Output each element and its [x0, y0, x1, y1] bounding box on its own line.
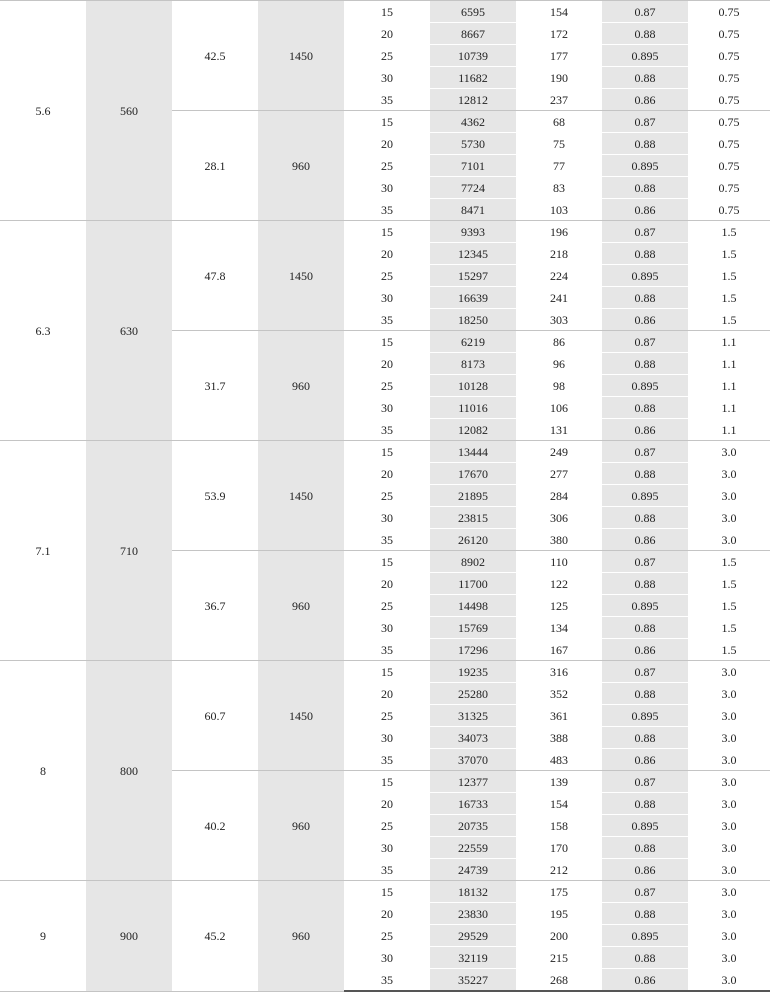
col-4-cell: 5730 — [430, 133, 516, 155]
col-7-cell: 3.0 — [688, 947, 770, 969]
col-5-cell: 303 — [516, 309, 602, 331]
col-4-cell: 21895 — [430, 485, 516, 507]
col-5-cell: 75 — [516, 133, 602, 155]
col-6-cell: 0.87 — [602, 221, 688, 243]
col-3-cell: 20 — [344, 793, 430, 815]
col-7-cell: 0.75 — [688, 89, 770, 111]
col-6-cell: 0.88 — [602, 133, 688, 155]
col-7-cell: 1.5 — [688, 573, 770, 595]
col-7-cell: 0.75 — [688, 1, 770, 23]
col-3-cell: 35 — [344, 309, 430, 331]
col-6-cell: 0.87 — [602, 1, 688, 23]
col-5-cell: 241 — [516, 287, 602, 309]
col-3-cell: 35 — [344, 199, 430, 221]
col-7-cell: 3.0 — [688, 485, 770, 507]
col-5-cell: 237 — [516, 89, 602, 111]
col-3-cell: 20 — [344, 353, 430, 375]
col-6-cell: 0.88 — [602, 947, 688, 969]
col-4-cell: 16733 — [430, 793, 516, 815]
col-6-cell: 0.895 — [602, 595, 688, 617]
col-7-cell: 1.5 — [688, 639, 770, 661]
col-6-cell: 0.86 — [602, 859, 688, 881]
col-3-cell: 20 — [344, 133, 430, 155]
col-5-cell: 380 — [516, 529, 602, 551]
col-4-cell: 26120 — [430, 529, 516, 551]
col-4-cell: 10739 — [430, 45, 516, 67]
col-4-cell: 32119 — [430, 947, 516, 969]
col-4-cell: 8902 — [430, 551, 516, 573]
sub-col-2-cell: 960 — [258, 771, 344, 881]
col-4-cell: 9393 — [430, 221, 516, 243]
group-col-1-cell: 9 — [0, 881, 86, 992]
col-5-cell: 158 — [516, 815, 602, 837]
col-5-cell: 154 — [516, 793, 602, 815]
col-7-cell: 3.0 — [688, 793, 770, 815]
col-3-cell: 15 — [344, 1, 430, 23]
col-4-cell: 18132 — [430, 881, 516, 903]
col-6-cell: 0.86 — [602, 309, 688, 331]
sub-col-2-cell: 960 — [258, 331, 344, 441]
col-6-cell: 0.895 — [602, 265, 688, 287]
col-7-cell: 3.0 — [688, 969, 770, 992]
col-5-cell: 134 — [516, 617, 602, 639]
group-col-2-cell: 710 — [86, 441, 172, 661]
col-7-cell: 0.75 — [688, 133, 770, 155]
col-3-cell: 25 — [344, 485, 430, 507]
col-7-cell: 3.0 — [688, 683, 770, 705]
group-col-1-cell: 5.6 — [0, 1, 86, 221]
sub-col-2-cell: 960 — [258, 111, 344, 221]
col-3-cell: 25 — [344, 925, 430, 947]
col-6-cell: 0.88 — [602, 617, 688, 639]
col-3-cell: 25 — [344, 265, 430, 287]
col-6-cell: 0.895 — [602, 815, 688, 837]
col-5-cell: 352 — [516, 683, 602, 705]
col-7-cell: 3.0 — [688, 441, 770, 463]
col-6-cell: 0.87 — [602, 771, 688, 793]
col-5-cell: 170 — [516, 837, 602, 859]
col-7-cell: 1.1 — [688, 419, 770, 441]
col-3-cell: 15 — [344, 881, 430, 903]
col-4-cell: 7101 — [430, 155, 516, 177]
group-col-2-cell: 630 — [86, 221, 172, 441]
col-4-cell: 11682 — [430, 67, 516, 89]
sub-col-1-cell: 45.2 — [172, 881, 258, 992]
group-col-2-cell: 800 — [86, 661, 172, 881]
col-4-cell: 17670 — [430, 463, 516, 485]
col-5-cell: 110 — [516, 551, 602, 573]
col-6-cell: 0.895 — [602, 155, 688, 177]
col-4-cell: 11700 — [430, 573, 516, 595]
col-6-cell: 0.88 — [602, 507, 688, 529]
col-3-cell: 30 — [344, 837, 430, 859]
col-6-cell: 0.86 — [602, 529, 688, 551]
col-6-cell: 0.88 — [602, 837, 688, 859]
col-7-cell: 0.75 — [688, 45, 770, 67]
col-5-cell: 68 — [516, 111, 602, 133]
col-3-cell: 35 — [344, 859, 430, 881]
col-4-cell: 10128 — [430, 375, 516, 397]
col-3-cell: 30 — [344, 947, 430, 969]
col-4-cell: 8667 — [430, 23, 516, 45]
col-5-cell: 83 — [516, 177, 602, 199]
col-4-cell: 8471 — [430, 199, 516, 221]
sub-col-2-cell: 1450 — [258, 1, 344, 111]
col-7-cell: 3.0 — [688, 463, 770, 485]
sub-col-1-cell: 28.1 — [172, 111, 258, 221]
col-6-cell: 0.87 — [602, 661, 688, 683]
col-6-cell: 0.87 — [602, 551, 688, 573]
col-7-cell: 3.0 — [688, 507, 770, 529]
col-7-cell: 1.5 — [688, 595, 770, 617]
col-7-cell: 1.1 — [688, 397, 770, 419]
col-3-cell: 15 — [344, 111, 430, 133]
col-6-cell: 0.86 — [602, 199, 688, 221]
group-col-2-cell: 900 — [86, 881, 172, 992]
col-3-cell: 25 — [344, 45, 430, 67]
col-6-cell: 0.88 — [602, 67, 688, 89]
col-7-cell: 3.0 — [688, 881, 770, 903]
col-3-cell: 30 — [344, 287, 430, 309]
col-5-cell: 195 — [516, 903, 602, 925]
col-5-cell: 200 — [516, 925, 602, 947]
col-7-cell: 1.5 — [688, 221, 770, 243]
col-4-cell: 11016 — [430, 397, 516, 419]
col-4-cell: 7724 — [430, 177, 516, 199]
col-5-cell: 218 — [516, 243, 602, 265]
col-6-cell: 0.895 — [602, 375, 688, 397]
col-4-cell: 35227 — [430, 969, 516, 992]
col-3-cell: 20 — [344, 903, 430, 925]
col-4-cell: 12377 — [430, 771, 516, 793]
col-6-cell: 0.88 — [602, 683, 688, 705]
sub-col-2-cell: 960 — [258, 551, 344, 661]
col-5-cell: 388 — [516, 727, 602, 749]
sub-col-2-cell: 960 — [258, 881, 344, 992]
col-5-cell: 316 — [516, 661, 602, 683]
col-7-cell: 3.0 — [688, 529, 770, 551]
col-3-cell: 30 — [344, 507, 430, 529]
col-7-cell: 1.5 — [688, 551, 770, 573]
sub-col-1-cell: 31.7 — [172, 331, 258, 441]
sub-col-1-cell: 36.7 — [172, 551, 258, 661]
col-7-cell: 3.0 — [688, 903, 770, 925]
col-4-cell: 37070 — [430, 749, 516, 771]
col-3-cell: 25 — [344, 815, 430, 837]
col-5-cell: 175 — [516, 881, 602, 903]
col-3-cell: 30 — [344, 67, 430, 89]
col-7-cell: 3.0 — [688, 661, 770, 683]
col-6-cell: 0.895 — [602, 925, 688, 947]
col-4-cell: 12082 — [430, 419, 516, 441]
sub-col-1-cell: 40.2 — [172, 771, 258, 881]
col-4-cell: 23815 — [430, 507, 516, 529]
col-5-cell: 212 — [516, 859, 602, 881]
col-3-cell: 20 — [344, 23, 430, 45]
col-5-cell: 154 — [516, 1, 602, 23]
col-5-cell: 190 — [516, 67, 602, 89]
col-5-cell: 306 — [516, 507, 602, 529]
col-5-cell: 177 — [516, 45, 602, 67]
col-4-cell: 18250 — [430, 309, 516, 331]
sub-col-1-cell: 53.9 — [172, 441, 258, 551]
col-6-cell: 0.88 — [602, 793, 688, 815]
col-4-cell: 22559 — [430, 837, 516, 859]
col-3-cell: 25 — [344, 705, 430, 727]
col-4-cell: 24739 — [430, 859, 516, 881]
col-5-cell: 196 — [516, 221, 602, 243]
col-4-cell: 6219 — [430, 331, 516, 353]
col-4-cell: 12812 — [430, 89, 516, 111]
col-7-cell: 1.1 — [688, 375, 770, 397]
col-3-cell: 20 — [344, 573, 430, 595]
col-7-cell: 1.5 — [688, 243, 770, 265]
col-4-cell: 19235 — [430, 661, 516, 683]
table-row — [0, 441, 770, 463]
col-4-cell: 6595 — [430, 1, 516, 23]
col-5-cell: 224 — [516, 265, 602, 287]
col-3-cell: 25 — [344, 375, 430, 397]
col-3-cell: 35 — [344, 419, 430, 441]
col-6-cell: 0.88 — [602, 177, 688, 199]
col-5-cell: 277 — [516, 463, 602, 485]
col-4-cell: 34073 — [430, 727, 516, 749]
col-5-cell: 249 — [516, 441, 602, 463]
col-6-cell: 0.87 — [602, 111, 688, 133]
col-5-cell: 131 — [516, 419, 602, 441]
col-4-cell: 16639 — [430, 287, 516, 309]
sub-col-1-cell: 47.8 — [172, 221, 258, 331]
col-6-cell: 0.88 — [602, 287, 688, 309]
col-6-cell: 0.88 — [602, 353, 688, 375]
col-6-cell: 0.88 — [602, 23, 688, 45]
col-4-cell: 15769 — [430, 617, 516, 639]
col-6-cell: 0.88 — [602, 573, 688, 595]
col-3-cell: 15 — [344, 551, 430, 573]
col-5-cell: 96 — [516, 353, 602, 375]
col-6-cell: 0.88 — [602, 727, 688, 749]
sub-col-1-cell: 42.5 — [172, 1, 258, 111]
col-6-cell: 0.86 — [602, 749, 688, 771]
sub-col-1-cell: 60.7 — [172, 661, 258, 771]
table-row — [0, 221, 770, 243]
col-3-cell: 15 — [344, 661, 430, 683]
col-5-cell: 215 — [516, 947, 602, 969]
col-3-cell: 35 — [344, 89, 430, 111]
col-7-cell: 3.0 — [688, 705, 770, 727]
col-5-cell: 77 — [516, 155, 602, 177]
col-7-cell: 1.5 — [688, 265, 770, 287]
col-3-cell: 15 — [344, 771, 430, 793]
col-7-cell: 3.0 — [688, 771, 770, 793]
col-6-cell: 0.895 — [602, 705, 688, 727]
col-3-cell: 20 — [344, 683, 430, 705]
col-6-cell: 0.87 — [602, 331, 688, 353]
col-6-cell: 0.86 — [602, 89, 688, 111]
col-7-cell: 3.0 — [688, 859, 770, 881]
col-3-cell: 25 — [344, 155, 430, 177]
col-6-cell: 0.895 — [602, 485, 688, 507]
col-5-cell: 172 — [516, 23, 602, 45]
group-col-2-cell: 560 — [86, 1, 172, 221]
col-3-cell: 15 — [344, 221, 430, 243]
col-7-cell: 0.75 — [688, 67, 770, 89]
col-7-cell: 3.0 — [688, 925, 770, 947]
col-7-cell: 0.75 — [688, 177, 770, 199]
col-3-cell: 20 — [344, 463, 430, 485]
col-7-cell: 0.75 — [688, 111, 770, 133]
group-col-1-cell: 8 — [0, 661, 86, 881]
col-7-cell: 1.5 — [688, 287, 770, 309]
col-4-cell: 17296 — [430, 639, 516, 661]
table-row — [0, 881, 770, 903]
table-row — [0, 1, 770, 23]
group-col-1-cell: 6.3 — [0, 221, 86, 441]
col-4-cell: 13444 — [430, 441, 516, 463]
col-7-cell: 3.0 — [688, 727, 770, 749]
col-4-cell: 12345 — [430, 243, 516, 265]
col-3-cell: 35 — [344, 529, 430, 551]
col-7-cell: 3.0 — [688, 815, 770, 837]
col-3-cell: 15 — [344, 331, 430, 353]
col-3-cell: 35 — [344, 639, 430, 661]
col-7-cell: 3.0 — [688, 749, 770, 771]
col-3-cell: 35 — [344, 749, 430, 771]
col-4-cell: 25280 — [430, 683, 516, 705]
col-4-cell: 8173 — [430, 353, 516, 375]
col-4-cell: 29529 — [430, 925, 516, 947]
table-body — [0, 1, 770, 992]
col-7-cell: 0.75 — [688, 23, 770, 45]
col-5-cell: 268 — [516, 969, 602, 992]
col-3-cell: 30 — [344, 397, 430, 419]
col-5-cell: 98 — [516, 375, 602, 397]
col-5-cell: 284 — [516, 485, 602, 507]
col-5-cell: 122 — [516, 573, 602, 595]
sub-col-2-cell: 1450 — [258, 221, 344, 331]
col-7-cell: 1.5 — [688, 309, 770, 331]
group-col-1-cell: 7.1 — [0, 441, 86, 661]
sub-col-2-cell: 1450 — [258, 441, 344, 551]
col-6-cell: 0.88 — [602, 463, 688, 485]
col-7-cell: 0.75 — [688, 155, 770, 177]
col-5-cell: 139 — [516, 771, 602, 793]
col-5-cell: 361 — [516, 705, 602, 727]
col-5-cell: 103 — [516, 199, 602, 221]
col-3-cell: 15 — [344, 441, 430, 463]
col-4-cell: 20735 — [430, 815, 516, 837]
col-6-cell: 0.895 — [602, 45, 688, 67]
col-6-cell: 0.88 — [602, 243, 688, 265]
col-7-cell: 1.1 — [688, 353, 770, 375]
col-3-cell: 30 — [344, 177, 430, 199]
col-3-cell: 30 — [344, 727, 430, 749]
col-6-cell: 0.86 — [602, 639, 688, 661]
col-4-cell: 15297 — [430, 265, 516, 287]
col-7-cell: 3.0 — [688, 837, 770, 859]
col-7-cell: 1.5 — [688, 617, 770, 639]
col-5-cell: 483 — [516, 749, 602, 771]
table-row — [0, 661, 770, 683]
col-6-cell: 0.88 — [602, 903, 688, 925]
sub-col-2-cell: 1450 — [258, 661, 344, 771]
col-6-cell: 0.88 — [602, 397, 688, 419]
col-6-cell: 0.87 — [602, 881, 688, 903]
col-7-cell: 1.1 — [688, 331, 770, 353]
col-5-cell: 86 — [516, 331, 602, 353]
col-6-cell: 0.86 — [602, 419, 688, 441]
col-6-cell: 0.87 — [602, 441, 688, 463]
col-4-cell: 4362 — [430, 111, 516, 133]
col-5-cell: 106 — [516, 397, 602, 419]
col-4-cell: 23830 — [430, 903, 516, 925]
col-7-cell: 0.75 — [688, 199, 770, 221]
col-3-cell: 35 — [344, 969, 430, 992]
col-3-cell: 20 — [344, 243, 430, 265]
col-6-cell: 0.86 — [602, 969, 688, 992]
col-3-cell: 25 — [344, 595, 430, 617]
col-3-cell: 30 — [344, 617, 430, 639]
col-5-cell: 125 — [516, 595, 602, 617]
col-4-cell: 14498 — [430, 595, 516, 617]
col-4-cell: 31325 — [430, 705, 516, 727]
col-5-cell: 167 — [516, 639, 602, 661]
